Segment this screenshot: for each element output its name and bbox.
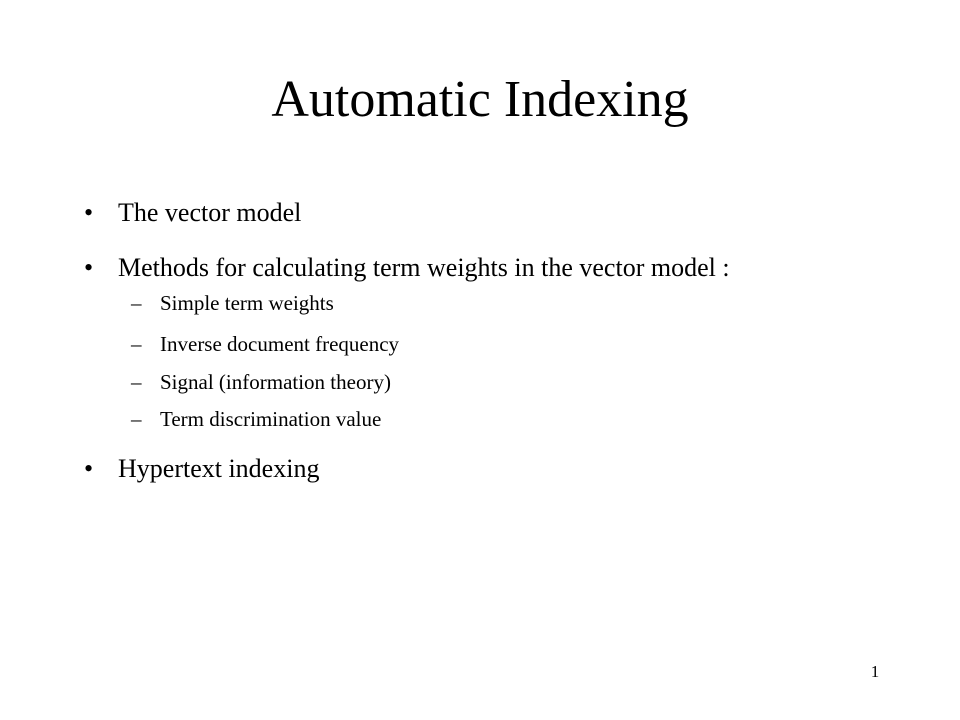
sub-bullet-text: Signal (information theory) — [160, 370, 391, 394]
bullet-item — [84, 453, 320, 485]
bullet-item — [84, 252, 730, 284]
bullet-text: Hypertext indexing — [118, 454, 320, 483]
sub-bullet-marker: – — [131, 407, 142, 431]
sub-bullet-item — [131, 406, 382, 432]
sub-bullet-item — [131, 331, 400, 357]
bullet-text: The vector model — [118, 198, 302, 227]
slide-title: Automatic Indexing — [271, 71, 689, 128]
sub-bullet-item — [131, 290, 334, 316]
sub-bullet-marker: – — [131, 332, 142, 356]
bullet-text: Methods for calculating term weights in the vector model : — [118, 253, 730, 282]
sub-bullet-item — [131, 369, 391, 395]
bullet-marker: • — [84, 253, 94, 282]
sub-bullet-marker: – — [131, 291, 142, 315]
page-number: 1 — [870, 662, 880, 681]
bullet-marker: • — [84, 454, 94, 483]
sub-bullet-text: Term discrimination value — [160, 407, 382, 431]
bullet-marker: • — [84, 198, 94, 227]
sub-bullet-text: Simple term weights — [160, 291, 334, 315]
bullet-item — [84, 197, 302, 229]
sub-bullet-text: Inverse document frequency — [160, 332, 400, 356]
sub-bullet-marker: – — [131, 370, 142, 394]
